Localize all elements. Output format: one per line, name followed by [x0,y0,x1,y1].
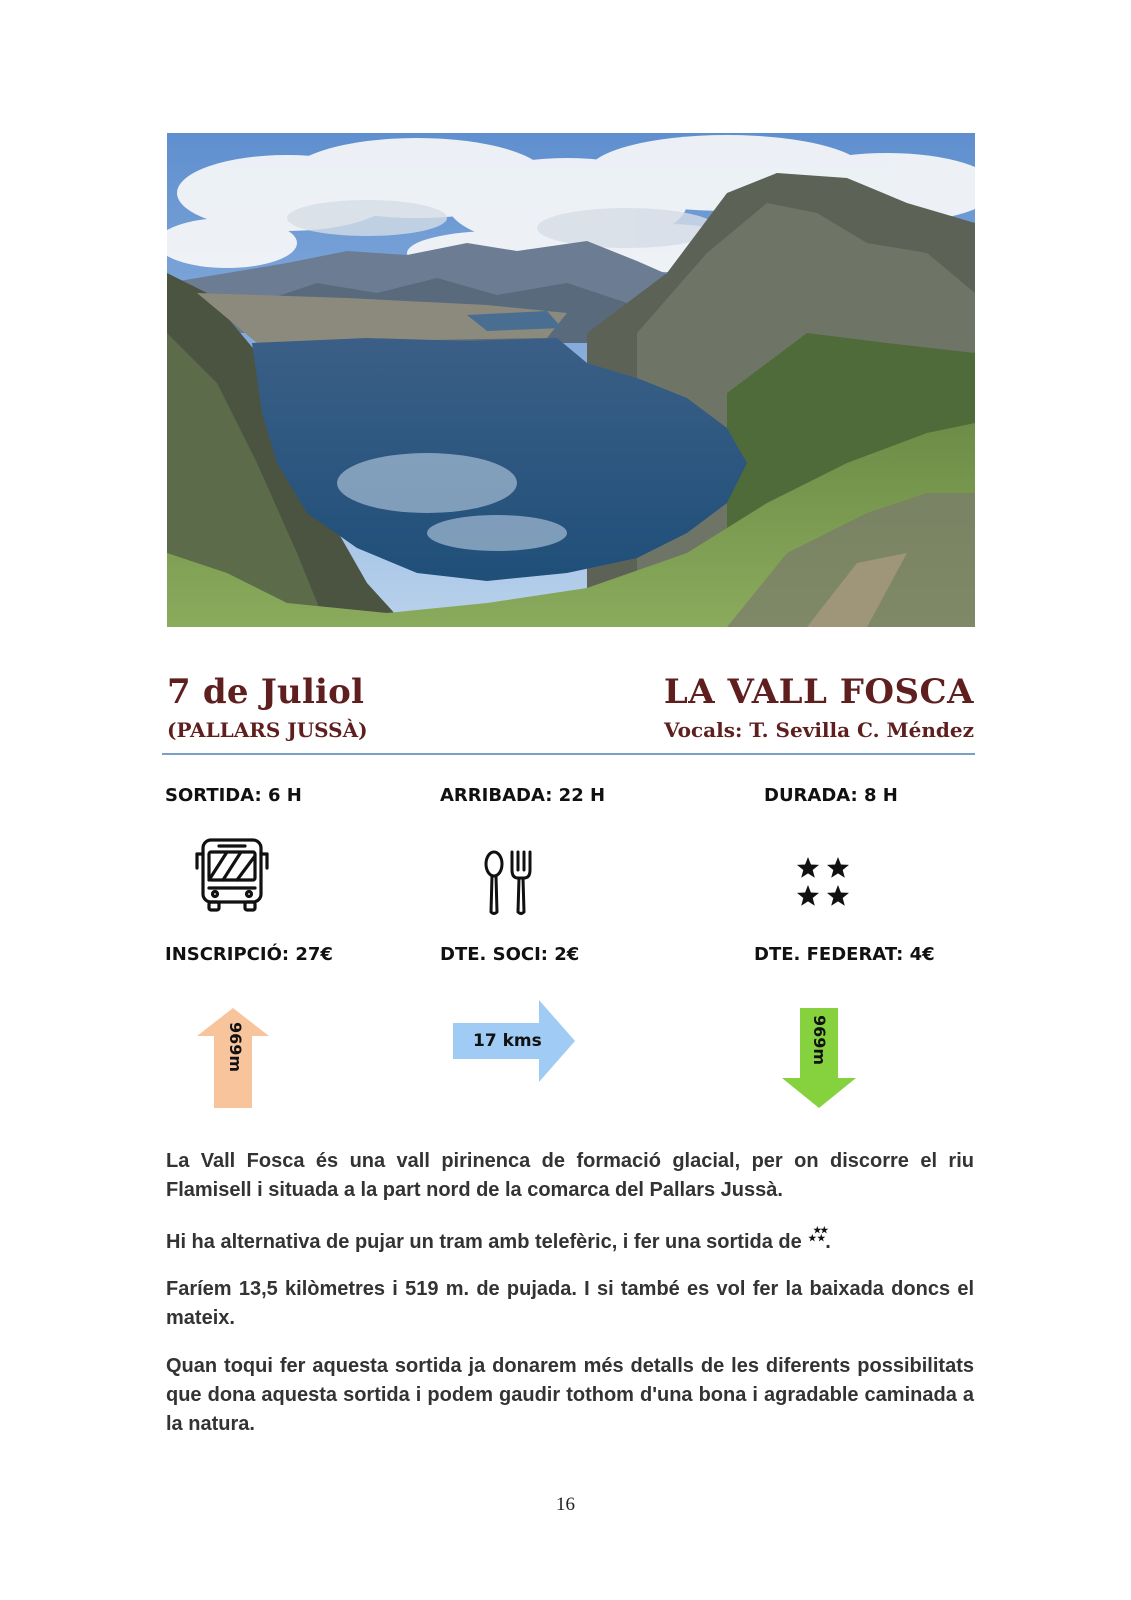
ascent-label: 969m [226,1021,245,1073]
event-date: 7 de Juliol [167,672,365,712]
duration: DURADA: 8 H [764,785,898,806]
member-discount: DTE. SOCI: 2€ [440,944,580,965]
arrival-time: ARRIBADA: 22 H [440,785,606,806]
description-paragraph-2 [166,1225,974,1257]
page-number: 16 [556,1494,575,1515]
event-vocals: Vocals: T. Sevilla C. Méndez [663,718,974,742]
description-paragraph-1: La Vall Fosca és una vall pirinenca de formació glacial, per on discorre el riu Flamisell i situada a la part nord de la comarca del Pallars Jussà. [166,1150,974,1201]
bus-icon [193,836,271,914]
description-paragraph-2-end: . [825,1231,831,1253]
description-paragraph-2-text: Hi ha alternativa de pujar un tram amb telefèric, i fer una sortida de [166,1231,802,1253]
description-paragraph-3: Faríem 13,5 kilòmetres i 519 m. de pujada. I si també es vol fer la baixada doncs el mateix. [166,1278,974,1329]
event-region: (PALLARS JUSSÀ) [167,718,368,742]
difficulty-stars-icon: ★ ★ ★ ★ [808,1225,829,1243]
lake-landscape-photo [167,133,975,627]
header-divider [162,753,975,755]
federated-discount: DTE. FEDERAT: 4€ [754,944,935,965]
description-paragraph-4: Quan toqui fer aquesta sortida ja donarem més detalls de les diferents possibilitats que dona aquesta sortida i podem gaudir tothom d'una bona i agradable caminada a la natura. [166,1355,974,1435]
departure-time: SORTIDA: 6 H [165,785,302,806]
descent-label: 969m [810,1014,829,1066]
registration-price: INSCRIPCIÓ: 27€ [165,944,333,965]
distance-label: 17 kms [473,1031,542,1051]
event-title: LA VALL FOSCA [663,672,974,712]
spoon-fork-icon [482,850,534,916]
four-stars-icon [796,855,852,911]
